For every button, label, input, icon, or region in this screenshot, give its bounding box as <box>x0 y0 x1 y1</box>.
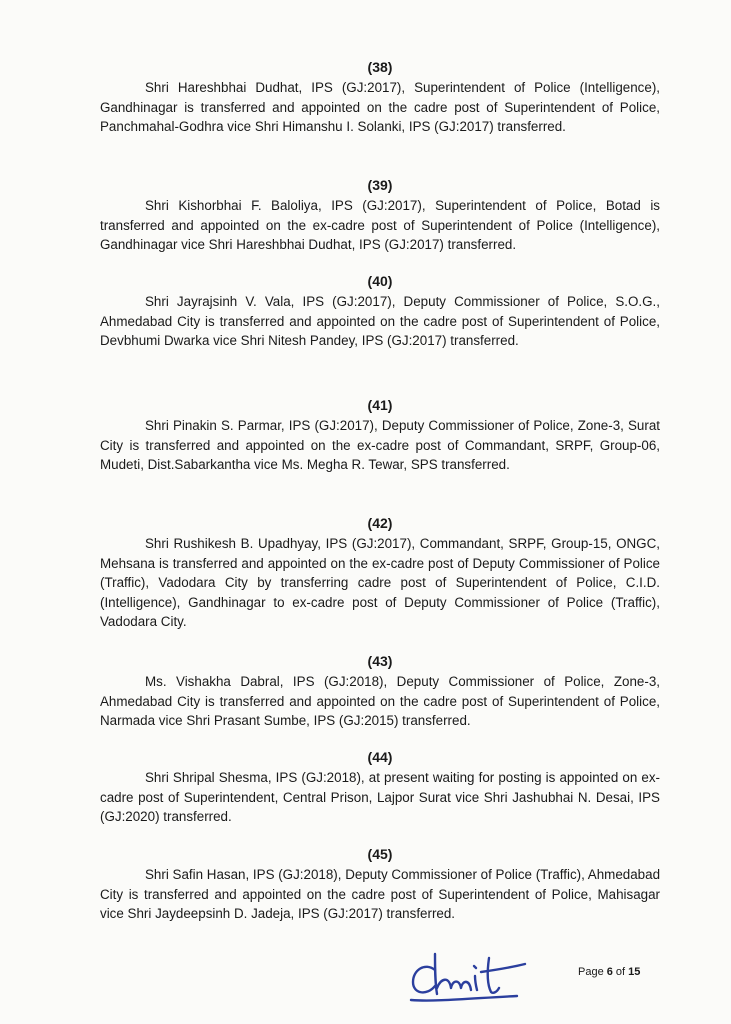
handwritten-signature-icon <box>405 948 535 1012</box>
entry-text: Shri Rushikesh B. Upadhyay, IPS (GJ:2017), Commandant, SRPF, Group-15, ONGC, Mehsana is transferred and appointed on the ex-cadre post of Deputy Commissioner of Police (Traffic), Vadodara City by transferring cadre post of Superintendent of Police, C.I.D. (Intelligence), Gandhinagar to ex-cadre post of Deputy Commissioner of Police (Traffic), Vadodara City. <box>100 536 660 630</box>
order-entry-40 <box>100 272 660 351</box>
page-prefix: Page <box>578 966 607 978</box>
entry-number: (45) <box>367 846 393 862</box>
entry-number: (43) <box>367 653 393 669</box>
entry-number: (42) <box>367 515 393 531</box>
page-number <box>578 966 640 978</box>
order-entry-45 <box>100 845 660 924</box>
page-total: 15 <box>628 966 641 978</box>
entry-number: (41) <box>367 397 393 413</box>
entry-text: Shri Pinakin S. Parmar, IPS (GJ:2017), Deputy Commissioner of Police, Zone-3, Surat City is transferred and appointed on the ex-cadre post of Commandant, SRPF, Group-06, Mudeti, Dist.Sabarkantha vice Ms. Megha R. Tewar, SPS transferred. <box>100 418 660 473</box>
entry-text: Ms. Vishakha Dabral, IPS (GJ:2018), Deputy Commissioner of Police, Zone-3, Ahmedabad City is transferred and appointed on the cadre post of Superintendent of Police, Narmada vice Shri Prasant Sumbe, IPS (GJ:2015) transferred. <box>100 674 660 729</box>
order-entry-42 <box>100 514 660 632</box>
page-current: 6 <box>606 966 613 978</box>
order-entry-43 <box>100 652 660 731</box>
entry-text: Shri Safin Hasan, IPS (GJ:2018), Deputy Commissioner of Police (Traffic), Ahmedabad City is transferred and appointed on the cadre post of Superintendent of Police, Mahisagar vice Shri Jaydeepsinh D. Jadeja, IPS (GJ:2017) transferred. <box>100 867 661 922</box>
entry-number: (40) <box>367 273 393 289</box>
order-entry-38 <box>100 58 660 137</box>
order-entry-44 <box>100 748 660 827</box>
entry-text: Shri Jayrajsinh V. Vala, IPS (GJ:2017), Deputy Commissioner of Police, S.O.G., Ahmedabad City is transferred and appointed on the cadre post of Superintendent of Police, Devbhumi Dwarka vice Shri Nitesh Pandey, IPS (GJ:2017) transferred. <box>100 294 660 349</box>
entry-text: Shri Kishorbhai F. Baloliya, IPS (GJ:2017), Superintendent of Police, Botad is transferred and appointed on the ex-cadre post of Superintendent of Police (Intelligence), Gandhinagar vice Shri Hareshbhai Dudhat, IPS (GJ:2017) transferred. <box>100 198 660 253</box>
entry-text: Shri Hareshbhai Dudhat, IPS (GJ:2017), Superintendent of Police (Intelligence), Gandhinagar is transferred and appointed on the cadre post of Superintendent of Police, Panchmahal-Godhra vice Shri Himanshu I. Solanki, IPS (GJ:2017) transferred. <box>100 80 660 135</box>
entry-number: (44) <box>367 749 393 765</box>
page-of: of <box>612 966 629 978</box>
order-entry-39 <box>100 176 660 255</box>
entry-number: (38) <box>367 59 393 75</box>
entry-number: (39) <box>367 177 393 193</box>
order-entry-41 <box>100 396 660 475</box>
entry-text: Shri Shripal Shesma, IPS (GJ:2018), at present waiting for posting is appointed on ex-cadre post of Superintendent, Central Prison, Lajpor Surat vice Shri Jashubhai N. Desai, IPS (GJ:2020) transferred. <box>100 770 660 825</box>
